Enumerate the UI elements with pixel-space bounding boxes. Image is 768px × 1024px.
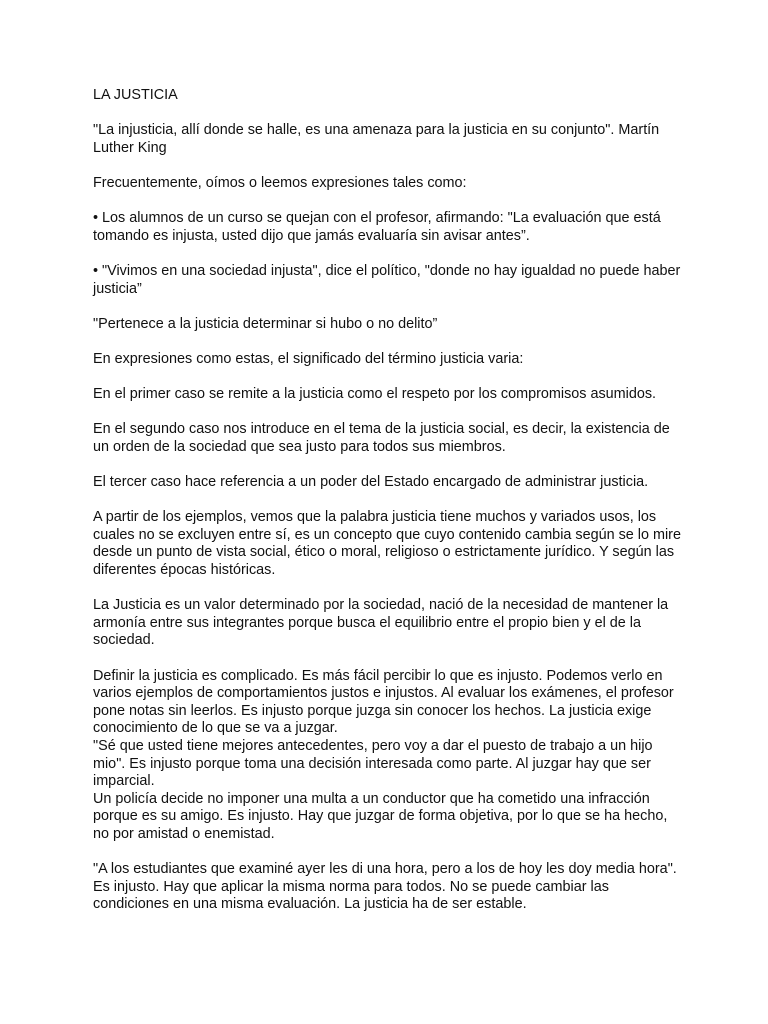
text-line: conocimiento de lo que se va a juzgar. [93, 720, 338, 737]
text-line: condiciones en una misma evaluación. La justicia ha de ser estable. [93, 896, 527, 913]
document-page [93, 87, 688, 914]
paragraph-meaning-varies [93, 351, 688, 369]
text-line: varios ejemplos de comportamientos justos e injustos. Al evaluar los exámenes, el profesor [93, 685, 674, 702]
text-line: justicia” [93, 280, 142, 297]
text-line: tomando es injusta, usted dijo que jamás evaluaría sin avisar antes”. [93, 227, 530, 244]
document-title [93, 87, 688, 105]
paragraph-uses [93, 509, 688, 579]
text-line: A partir de los ejemplos, vemos que la palabra justicia tiene muchos y variados usos, los [93, 509, 657, 526]
text-line: Un policía decide no imponer una multa a un conductor que ha cometido una infracción [93, 790, 650, 807]
paragraph-stable [93, 861, 688, 914]
paragraph-value [93, 597, 688, 650]
paragraph-defining-justice [93, 668, 688, 844]
text-line: Definir la justicia es complicado. Es más fácil percibir lo que es injusto. Podemos verlo en [93, 667, 663, 684]
paragraph-second-case [93, 421, 688, 456]
text-line: "Sé que usted tiene mejores antecedentes, pero voy a dar el puesto de trabajo a un hijo [93, 737, 653, 754]
text-line: no por amistad o enemistad. [93, 825, 275, 842]
text-line: mio". Es injusto porque toma una decisión interesada como parte. Al juzgar hay que ser [93, 755, 651, 772]
text-line: cuales no se excluyen entre sí, es un concepto que cuyo contenido cambia según se lo mire [93, 526, 681, 543]
text-line: pone notas sin leerlos. Es injusto porque juzga sin conocer los hechos. La justicia exige [93, 702, 652, 719]
title-text: LA JUSTICIA [93, 87, 178, 103]
text-line: armonía entre sus integrantes porque busca el equilibrio entre el propio bien y el de la [93, 614, 641, 631]
paragraph-example-students [93, 210, 688, 245]
text-line: porque es su amigo. Es injusto. Hay que juzgar de forma objetiva, por lo que se ha hecho, [93, 808, 668, 825]
text-line: La Justicia es un valor determinado por la sociedad, nació de la necesidad de mantener la [93, 597, 669, 614]
paragraph-first-case [93, 386, 688, 404]
text-line: desde un punto de vista social, ético o moral, religioso o estrictamente jurídico. Y según las [93, 544, 675, 561]
paragraph-quote-mlk [93, 122, 688, 157]
text-line: Frecuentemente, oímos o leemos expresiones tales como: [93, 174, 467, 191]
text-line: En expresiones como estas, el significado del término justicia varia: [93, 350, 524, 367]
paragraph-example-politician [93, 263, 688, 298]
text-line: El tercer caso hace referencia a un poder del Estado encargado de administrar justicia. [93, 474, 649, 491]
text-line: "La injusticia, allí donde se halle, es una amenaza para la justicia en su conjunto". Martín [93, 122, 660, 139]
text-line: diferentes épocas históricas. [93, 562, 276, 579]
paragraph-intro [93, 175, 688, 193]
text-line: • "Vivimos en una sociedad injusta", dice el político, "donde no hay igualdad no puede haber [93, 262, 681, 279]
text-line: "A los estudiantes que examiné ayer les di una hora, pero a los de hoy les doy media hora". [93, 861, 677, 878]
text-line: • Los alumnos de un curso se quejan con el profesor, afirmando: "La evaluación que está [93, 210, 661, 227]
paragraph-example-crime [93, 316, 688, 334]
text-line: sociedad. [93, 632, 155, 649]
text-line: En el primer caso se remite a la justicia como el respeto por los compromisos asumidos. [93, 386, 657, 403]
text-line: imparcial. [93, 773, 155, 790]
paragraph-third-case [93, 474, 688, 492]
text-line: Luther King [93, 139, 167, 156]
text-line: "Pertenece a la justicia determinar si hubo o no delito” [93, 315, 438, 332]
text-line: En el segundo caso nos introduce en el tema de la justicia social, es decir, la existencia de [93, 421, 670, 438]
text-line: un orden de la sociedad que sea justo para todos sus miembros. [93, 438, 506, 455]
text-line: Es injusto. Hay que aplicar la misma norma para todos. No se puede cambiar las [93, 878, 609, 895]
